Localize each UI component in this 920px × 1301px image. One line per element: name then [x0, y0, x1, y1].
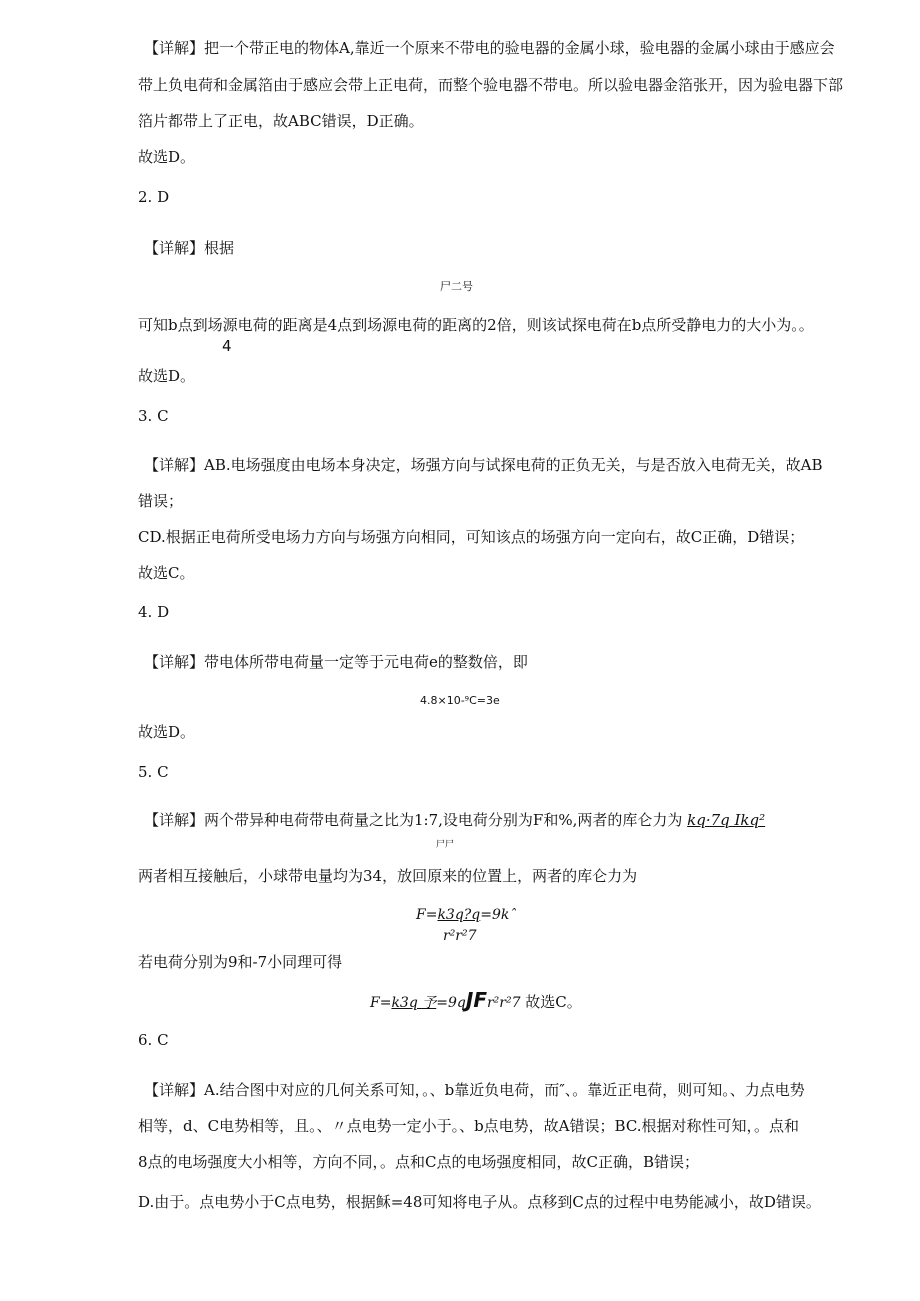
q5-heading: 5. C — [138, 763, 169, 781]
q3-heading: 3. C — [138, 407, 169, 425]
q5-formula-2-result: =9q — [436, 995, 466, 1011]
q4-detail: 【详解】带电体所带电荷量一定等于元电荷e的整数倍，即 — [144, 653, 528, 671]
q2-detail: 【详解】根据 — [144, 239, 235, 257]
q6-detail-line-3: 8点的电场强度大小相等，方向不同，。点和C点的电场强度相同，故C正确，B错误； — [138, 1153, 700, 1171]
q2-subscript: 4 — [222, 337, 232, 355]
q5-formula-1-denominator: r²r²7 — [443, 928, 477, 944]
q6-detail-line-1: 【详解】A.结合图中对应的几何关系可知，。、b靠近负电荷，而″、。靠近正电荷，则可知。、力点电势 — [144, 1081, 805, 1099]
q5-formula-1-mark: ˆ — [509, 907, 517, 923]
q5-line-2: 两者相互接触后，小球带电量均为34，放回原来的位置上，两者的库仑力为 — [138, 867, 638, 885]
q4-conclusion: 故选D。 — [138, 723, 196, 741]
q5-line-3: 若电荷分别为9和-7小同理可得 — [138, 953, 343, 971]
q5-detail-text: 【详解】两个带异种电荷带电荷量之比为1:7,设电荷分别为F和%,两者的库仑力为 — [144, 811, 683, 829]
q5-formula-2-lhs: F= — [370, 995, 392, 1011]
q5-detail-line — [144, 810, 765, 830]
q5-formula-1-result: =9k — [480, 907, 510, 923]
q1-conclusion: 故选D。 — [138, 148, 196, 166]
q5-formula-2-conclusion: 故选C。 — [525, 993, 582, 1011]
q5-formula-2-denominator: r²r²7 — [486, 995, 521, 1011]
q1-detail-line-2: 带上负电荷和金属箔由于感应会带上正电荷，而整个验电器不带电。所以验电器金箔张开，因为验电器下部 — [138, 76, 844, 94]
q4-formula: 4.8×10-⁹C=3e — [420, 694, 500, 707]
q3-conclusion: 故选C。 — [138, 564, 195, 582]
q1-detail-line-3: 箔片都带上了正电，故ABC错误，D正确。 — [138, 112, 424, 130]
q3-detail-line-2: 错误； — [138, 492, 184, 510]
q5-formula-1 — [416, 905, 516, 925]
q5-formula-1-numerator: k3q?q — [437, 907, 481, 923]
q4-heading: 4. D — [138, 603, 170, 621]
q2-conclusion: 故选D。 — [138, 367, 196, 385]
q5-denominator: 尸尸 — [436, 840, 455, 850]
q6-detail-line-2: 相等，d、C电势相等，且。、〃点电势一定小于。、b点电势，故A错误；BC.根据对称性可知，。点和 — [138, 1117, 800, 1135]
q5-formula-2-symbol: JF — [465, 988, 487, 1012]
q2-heading: 2. D — [138, 188, 170, 206]
q2-line: 可知b点到场源电荷的距离是4点到场源电荷的距离的2倍，则该试探电荷在b点所受静电力的大小为。。 — [138, 316, 814, 334]
q5-detail-formula: kq·7q Ikq² — [687, 811, 766, 829]
q1-detail-line-1: 【详解】把一个带正电的物体A,靠近一个原来不带电的验电器的金属小球，验电器的金属小球由于感应会 — [144, 39, 835, 57]
q5-formula-2-numerator: k3q 予 — [391, 995, 437, 1011]
q3-detail-line-3: CD.根据正电荷所受电场力方向与场强方向相同，可知该点的场强方向一定向右，故C正确，D错误； — [138, 528, 805, 546]
q3-detail-line-1: 【详解】AB.电场强度由电场本身决定，场强方向与试探电荷的正负无关，与是否放入电荷无关，故AB — [144, 456, 823, 474]
q6-heading: 6. C — [138, 1031, 169, 1049]
q2-formula: 尸二号 — [440, 280, 473, 293]
q6-detail-line-4: D.由于。点电势小于C点电势，根据稣=48可知将电子从。点移到C点的过程中电势能减小，故D错误。 — [138, 1193, 821, 1211]
q5-formula-2 — [370, 990, 582, 1013]
q5-formula-1-lhs: F= — [416, 907, 438, 923]
